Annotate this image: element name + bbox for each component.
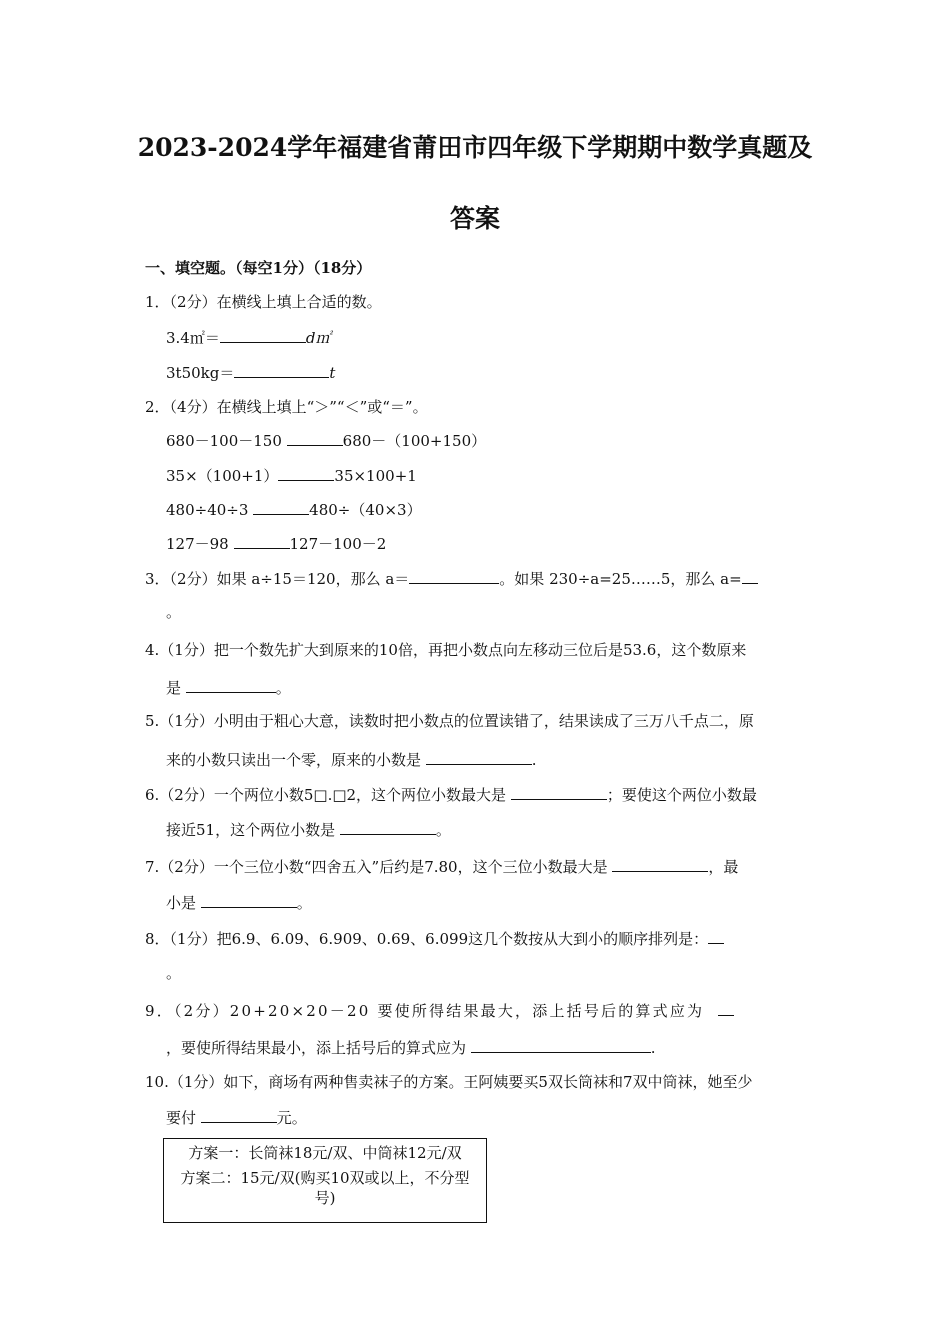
- answer-blank[interactable]: [234, 362, 329, 378]
- plan-two: 方案二：15元/双(购买10双或以上，不分型: [180, 1169, 470, 1187]
- q2-row: 680－100－150 680－（100+150）: [166, 432, 487, 450]
- answer-blank[interactable]: [186, 677, 276, 693]
- q8-line1: 8．（1分）把6.9、6.09、6.909、0.69、6.099这几个数按从大到小的顺序排列是：: [145, 928, 724, 949]
- q4-line1: 4.（1分）把一个数先扩大到原来的10倍，再把小数点向左移动三位后是53.6，这个数原来: [145, 641, 747, 659]
- q7-line1: 7.（2分）一个三位小数“四舍五入”后约是7.80，这个三位小数最大是 ，最: [145, 858, 739, 876]
- pricing-plans-box: [163, 1138, 487, 1223]
- answer-blank[interactable]: [426, 749, 532, 765]
- q7-line2: 小是 。: [166, 894, 312, 912]
- q3-line1: 3．（2分）如果 a÷15＝120，那么 a＝ 。如果 230÷a=25……5，那么 a=: [145, 568, 758, 589]
- q8-line2: 。: [166, 964, 182, 982]
- answer-blank[interactable]: [471, 1037, 651, 1053]
- answer-blank[interactable]: [511, 784, 607, 800]
- q3-line2: 。: [166, 603, 182, 621]
- q2-row: 127－98 127－100－2: [166, 535, 387, 553]
- answer-blank[interactable]: [201, 1107, 277, 1123]
- q10-line2: 要付 元。: [166, 1109, 307, 1127]
- q6-line2: 接近51，这个两位小数是 。: [166, 821, 451, 839]
- answer-blank[interactable]: [612, 856, 708, 872]
- q1-head: 1．（2分）在横线上填上合适的数。: [145, 293, 382, 311]
- answer-blank[interactable]: [742, 568, 758, 584]
- section-heading: 一、填空题。（每空1分）（18分）: [145, 259, 372, 277]
- page-title-cont: 答案: [449, 204, 500, 233]
- answer-blank[interactable]: [409, 568, 499, 584]
- answer-blank[interactable]: [220, 327, 306, 343]
- answer-blank[interactable]: [708, 928, 724, 944]
- answer-blank[interactable]: [340, 819, 436, 835]
- q9-line1: 9．（2分）20+20×20－20 要使所得结果最大，添上括号后的算式应为: [145, 1000, 734, 1021]
- q10-line1: 10.（1分）如下，商场有两种售卖袜子的方案。王阿姨要买5双长筒袜和7双中筒袜，她至少: [145, 1073, 753, 1091]
- q2-row: 480÷40÷3 480÷（40×3）: [166, 501, 422, 519]
- q5-line1: 5.（1分）小明由于粗心大意，读数时把小数点的位置读错了，结果读成了三万八千点二，原: [145, 712, 754, 730]
- q2-head: 2．（4分）在横线上填上“＞”“＜”或“＝”。: [145, 398, 428, 416]
- answer-blank[interactable]: [718, 1000, 734, 1016]
- answer-blank[interactable]: [201, 892, 297, 908]
- q4-line2: 是 。: [166, 679, 291, 697]
- q9-line2: ，要使所得结果最小，添上括号后的算式应为 .: [166, 1039, 656, 1057]
- plan-one: 方案一：长筒袜18元/双、中筒袜12元/双: [188, 1144, 462, 1162]
- q5-line2: 来的小数只读出一个零，原来的小数是 .: [166, 751, 537, 769]
- plan-two-cont: 号): [314, 1189, 336, 1207]
- q2-row: 35×（100+1） 35×100+1: [166, 467, 417, 485]
- answer-blank[interactable]: [253, 499, 309, 515]
- answer-blank[interactable]: [278, 465, 334, 481]
- q1-line2: 3t50kg＝ t: [166, 364, 336, 382]
- answer-blank[interactable]: [287, 430, 343, 446]
- q6-line1: 6.（2分）一个两位小数5□.□2，这个两位小数最大是 ；要使这个两位小数最: [145, 786, 757, 804]
- q1-line1: 3.4㎡＝ d㎡: [166, 329, 331, 347]
- answer-blank[interactable]: [234, 533, 290, 549]
- page-title: 2023-2024学年福建省莆田市四年级下学期期中数学真题及: [137, 133, 813, 162]
